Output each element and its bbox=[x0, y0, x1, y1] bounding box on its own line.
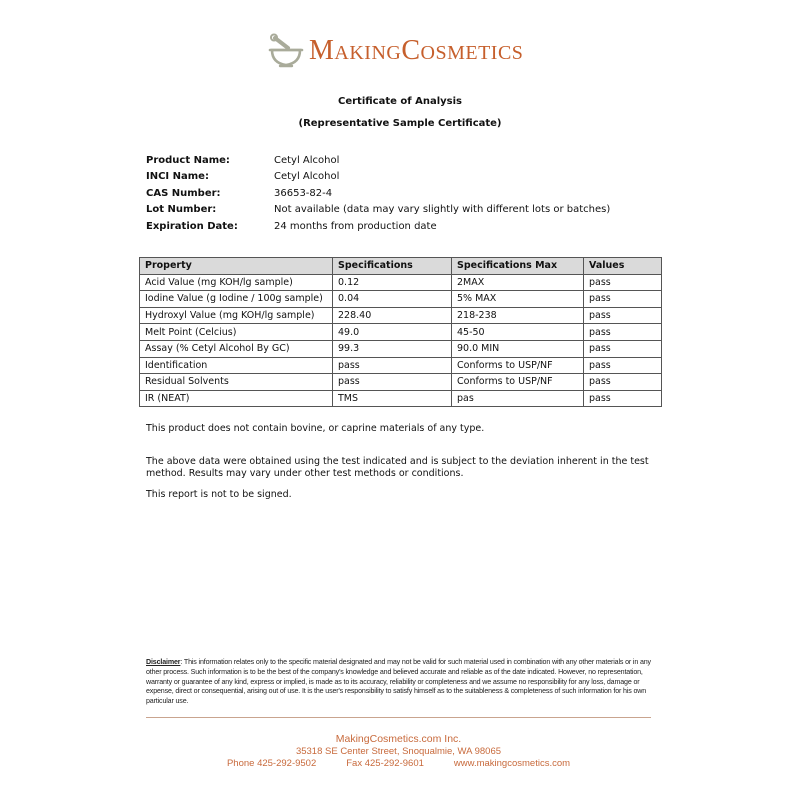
cell-specification-max: 90.0 MIN bbox=[452, 340, 584, 357]
cell-value: pass bbox=[584, 374, 662, 391]
cell-property: Hydroxyl Value (mg KOH/lg sample) bbox=[140, 307, 333, 324]
footer-fax: Fax 425-292-9601 bbox=[346, 758, 424, 769]
logo-text: MakingCosmetics bbox=[309, 35, 524, 66]
info-label: Expiration Date: bbox=[146, 220, 238, 232]
footer-phone: Phone 425-292-9502 bbox=[226, 758, 317, 769]
table-row bbox=[140, 340, 662, 357]
info-value: 36653-82-4 bbox=[274, 187, 333, 199]
disclaimer-text: : This information relates only to the specific material designated and may not be valid for such material used in combination with any other materials or in any other process. Such information is to be the best of the company's knowledge and believed accurate and reliable as of the date indicated. However, no representation, warranty or guarantee of any kind, express or implied, is made as to its accuracy, reliability or completeness and we assume no responsibility for any loss, damage or expense, direct or consequential, arising out of use. It is the user's responsibility to satisfy himself as to the suitableness & completeness of such information for his own particular use. bbox=[146, 658, 651, 706]
cell-value: pass bbox=[584, 307, 662, 324]
cell-specification: 0.04 bbox=[333, 291, 452, 308]
column-header-property: Property bbox=[140, 258, 333, 275]
cell-specification: 49.0 bbox=[333, 324, 452, 341]
cell-value: pass bbox=[584, 324, 662, 341]
cell-specification-max: Conforms to USP/NF bbox=[452, 357, 584, 374]
cell-specification-max: Conforms to USP/NF bbox=[452, 374, 584, 391]
cell-property: Iodine Value (g Iodine / 100g sample) bbox=[140, 291, 333, 308]
cell-specification: pass bbox=[333, 357, 452, 374]
info-label: Product Name: bbox=[146, 154, 230, 166]
mortar-pestle-icon bbox=[266, 33, 306, 69]
document-title: Certificate of Analysis bbox=[338, 96, 462, 107]
cell-value: pass bbox=[584, 291, 662, 308]
cell-value: pass bbox=[584, 274, 662, 291]
bovine-statement: This product does not contain bovine, or caprine materials of any type. bbox=[146, 423, 485, 434]
table-row bbox=[140, 324, 662, 341]
column-header-specifications-max: Specifications Max bbox=[452, 258, 584, 275]
document-subtitle: (Representative Sample Certificate) bbox=[298, 118, 502, 129]
table-row bbox=[140, 374, 662, 391]
cell-specification: TMS bbox=[333, 390, 452, 407]
cell-specification-max: 5% MAX bbox=[452, 291, 584, 308]
info-row-expiration-date bbox=[146, 218, 610, 235]
cell-specification: 228.40 bbox=[333, 307, 452, 324]
column-header-values: Values bbox=[584, 258, 662, 275]
deviation-statement: The above data were obtained using the test indicated and is subject to the deviation inherent in the test method. Results may vary under other test methods or conditions. bbox=[146, 456, 649, 479]
cell-property: Acid Value (mg KOH/lg sample) bbox=[140, 274, 333, 291]
table-header-row bbox=[140, 258, 662, 275]
cell-value: pass bbox=[584, 340, 662, 357]
info-value: Cetyl Alcohol bbox=[274, 154, 340, 166]
cell-property: Identification bbox=[140, 357, 333, 374]
info-row-cas-number bbox=[146, 185, 610, 202]
cell-specification-max: pas bbox=[452, 390, 584, 407]
company-logo bbox=[266, 30, 546, 72]
cell-specification: 99.3 bbox=[333, 340, 452, 357]
footer-address: 35318 SE Center Street, Snoqualmie, WA 98065 bbox=[295, 746, 502, 757]
footer-website[interactable]: www.makingcosmetics.com bbox=[453, 758, 571, 769]
cell-specification-max: 2MAX bbox=[452, 274, 584, 291]
info-label: CAS Number: bbox=[146, 187, 221, 199]
info-value: Cetyl Alcohol bbox=[274, 171, 340, 183]
cell-specification: 0.12 bbox=[333, 274, 452, 291]
info-row-inci-name bbox=[146, 169, 610, 186]
product-info bbox=[146, 152, 610, 235]
table-row bbox=[140, 357, 662, 374]
cell-property: Residual Solvents bbox=[140, 374, 333, 391]
info-label: INCI Name: bbox=[146, 171, 209, 183]
footer-divider bbox=[146, 717, 651, 718]
info-row-product-name bbox=[146, 152, 610, 169]
footer-contact bbox=[146, 758, 651, 769]
cell-property: IR (NEAT) bbox=[140, 390, 333, 407]
info-label: Lot Number: bbox=[146, 204, 217, 216]
cell-property: Melt Point (Celcius) bbox=[140, 324, 333, 341]
signature-statement: This report is not to be signed. bbox=[146, 489, 292, 500]
table-row bbox=[140, 274, 662, 291]
table-row bbox=[140, 390, 662, 407]
disclaimer-label: Disclaimer bbox=[146, 658, 181, 666]
table-row bbox=[140, 291, 662, 308]
column-header-specifications: Specifications bbox=[333, 258, 452, 275]
info-value: 24 months from production date bbox=[274, 220, 437, 232]
info-row-lot-number bbox=[146, 202, 610, 219]
cell-value: pass bbox=[584, 357, 662, 374]
info-value: Not available (data may vary slightly with different lots or batches) bbox=[274, 204, 611, 216]
cell-specification-max: 218-238 bbox=[452, 307, 584, 324]
cell-value: pass bbox=[584, 390, 662, 407]
table-row bbox=[140, 307, 662, 324]
cell-property: Assay (% Cetyl Alcohol By GC) bbox=[140, 340, 333, 357]
properties-table bbox=[139, 257, 662, 407]
disclaimer bbox=[146, 658, 664, 707]
footer-company: MakingCosmetics.com Inc. bbox=[335, 733, 462, 745]
cell-specification-max: 45-50 bbox=[452, 324, 584, 341]
cell-specification: pass bbox=[333, 374, 452, 391]
